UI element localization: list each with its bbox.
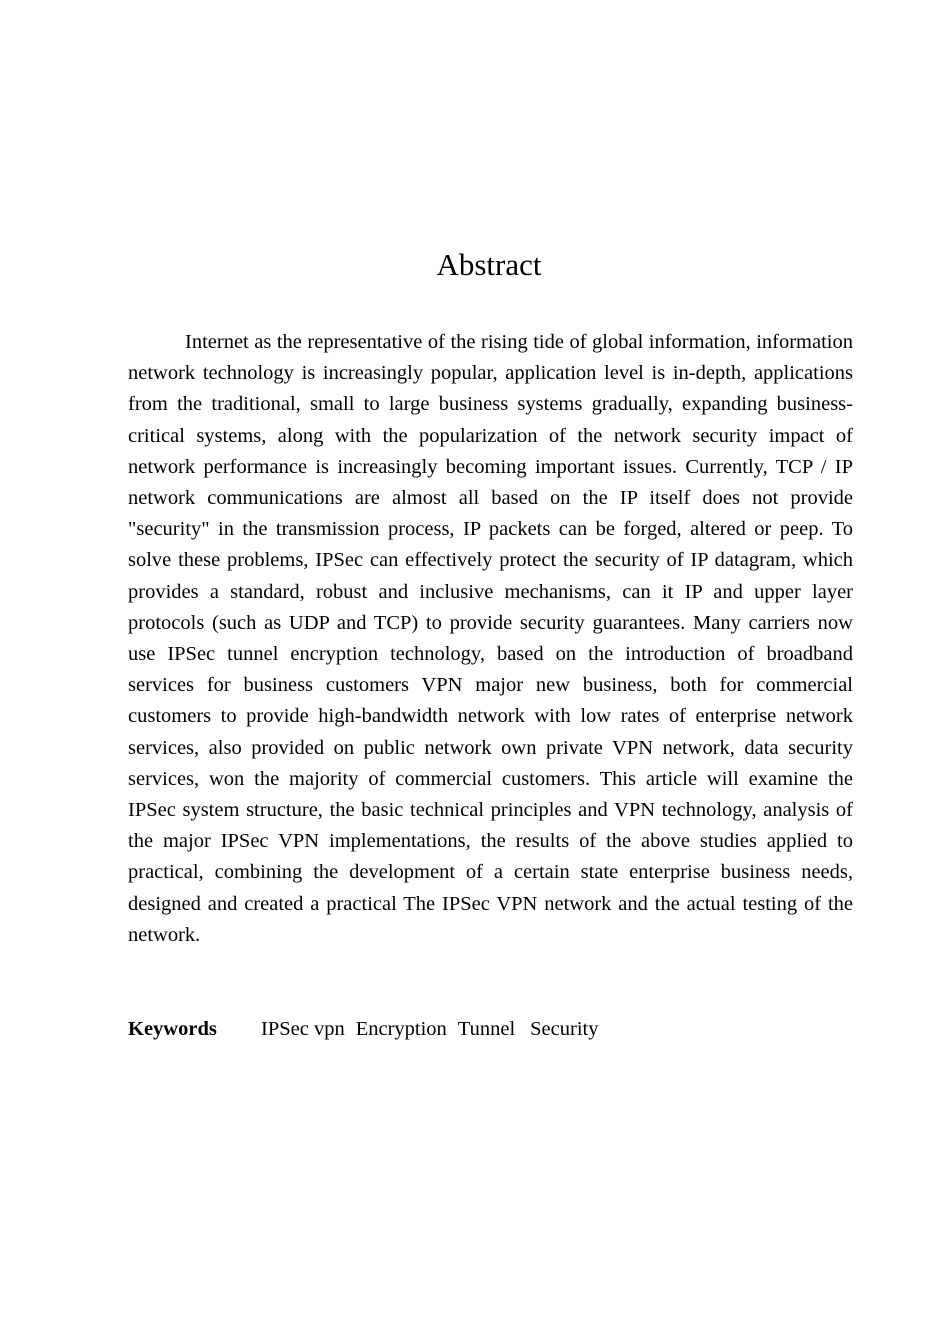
keyword-item: Security [530,1018,599,1040]
keyword-item: IPSec vpn [261,1018,345,1040]
keyword-item: Encryption [355,1018,447,1040]
keywords-label: Keywords [128,1018,217,1040]
keywords-line [128,1014,853,1045]
page-title: Abstract [436,247,542,282]
keyword-item: Tunnel [457,1018,516,1040]
abstract-paragraph: Internet as the representative of the rising tide of global information, information network technology is increasingly popular, application level is in-depth, applications from the traditional, small to large business systems gradually, expanding business-critical systems, along with the popularization of the network security impact of network performance is increasingly becoming important issues. Currently, TCP / IP network communications are almost all based on the IP itself does not provide "security" in the transmission process, IP packets can be forged, altered or peep. To solve these problems, IPSec can effectively protect the security of IP datagram, which provides a standard, robust and inclusive mechanisms, can it IP and upper layer protocols (such as UDP and TCP) to provide security guarantees. Many carriers now use IPSec tunnel encryption technology, based on the introduction of broadband services for business customers VPN major new business, both for commercial customers to provide high-bandwidth network with low rates of enterprise network services, also provided on public network own private VPN network, data security services, won the majority of commercial customers. This article will examine the IPSec system structure, the basic technical principles and VPN technology, analysis of the major IPSec VPN implementations, the results of the above studies applied to practical, combining the development of a certain state enterprise business needs, designed and created a practical The IPSec VPN network and the actual testing of the network. [128,331,853,946]
